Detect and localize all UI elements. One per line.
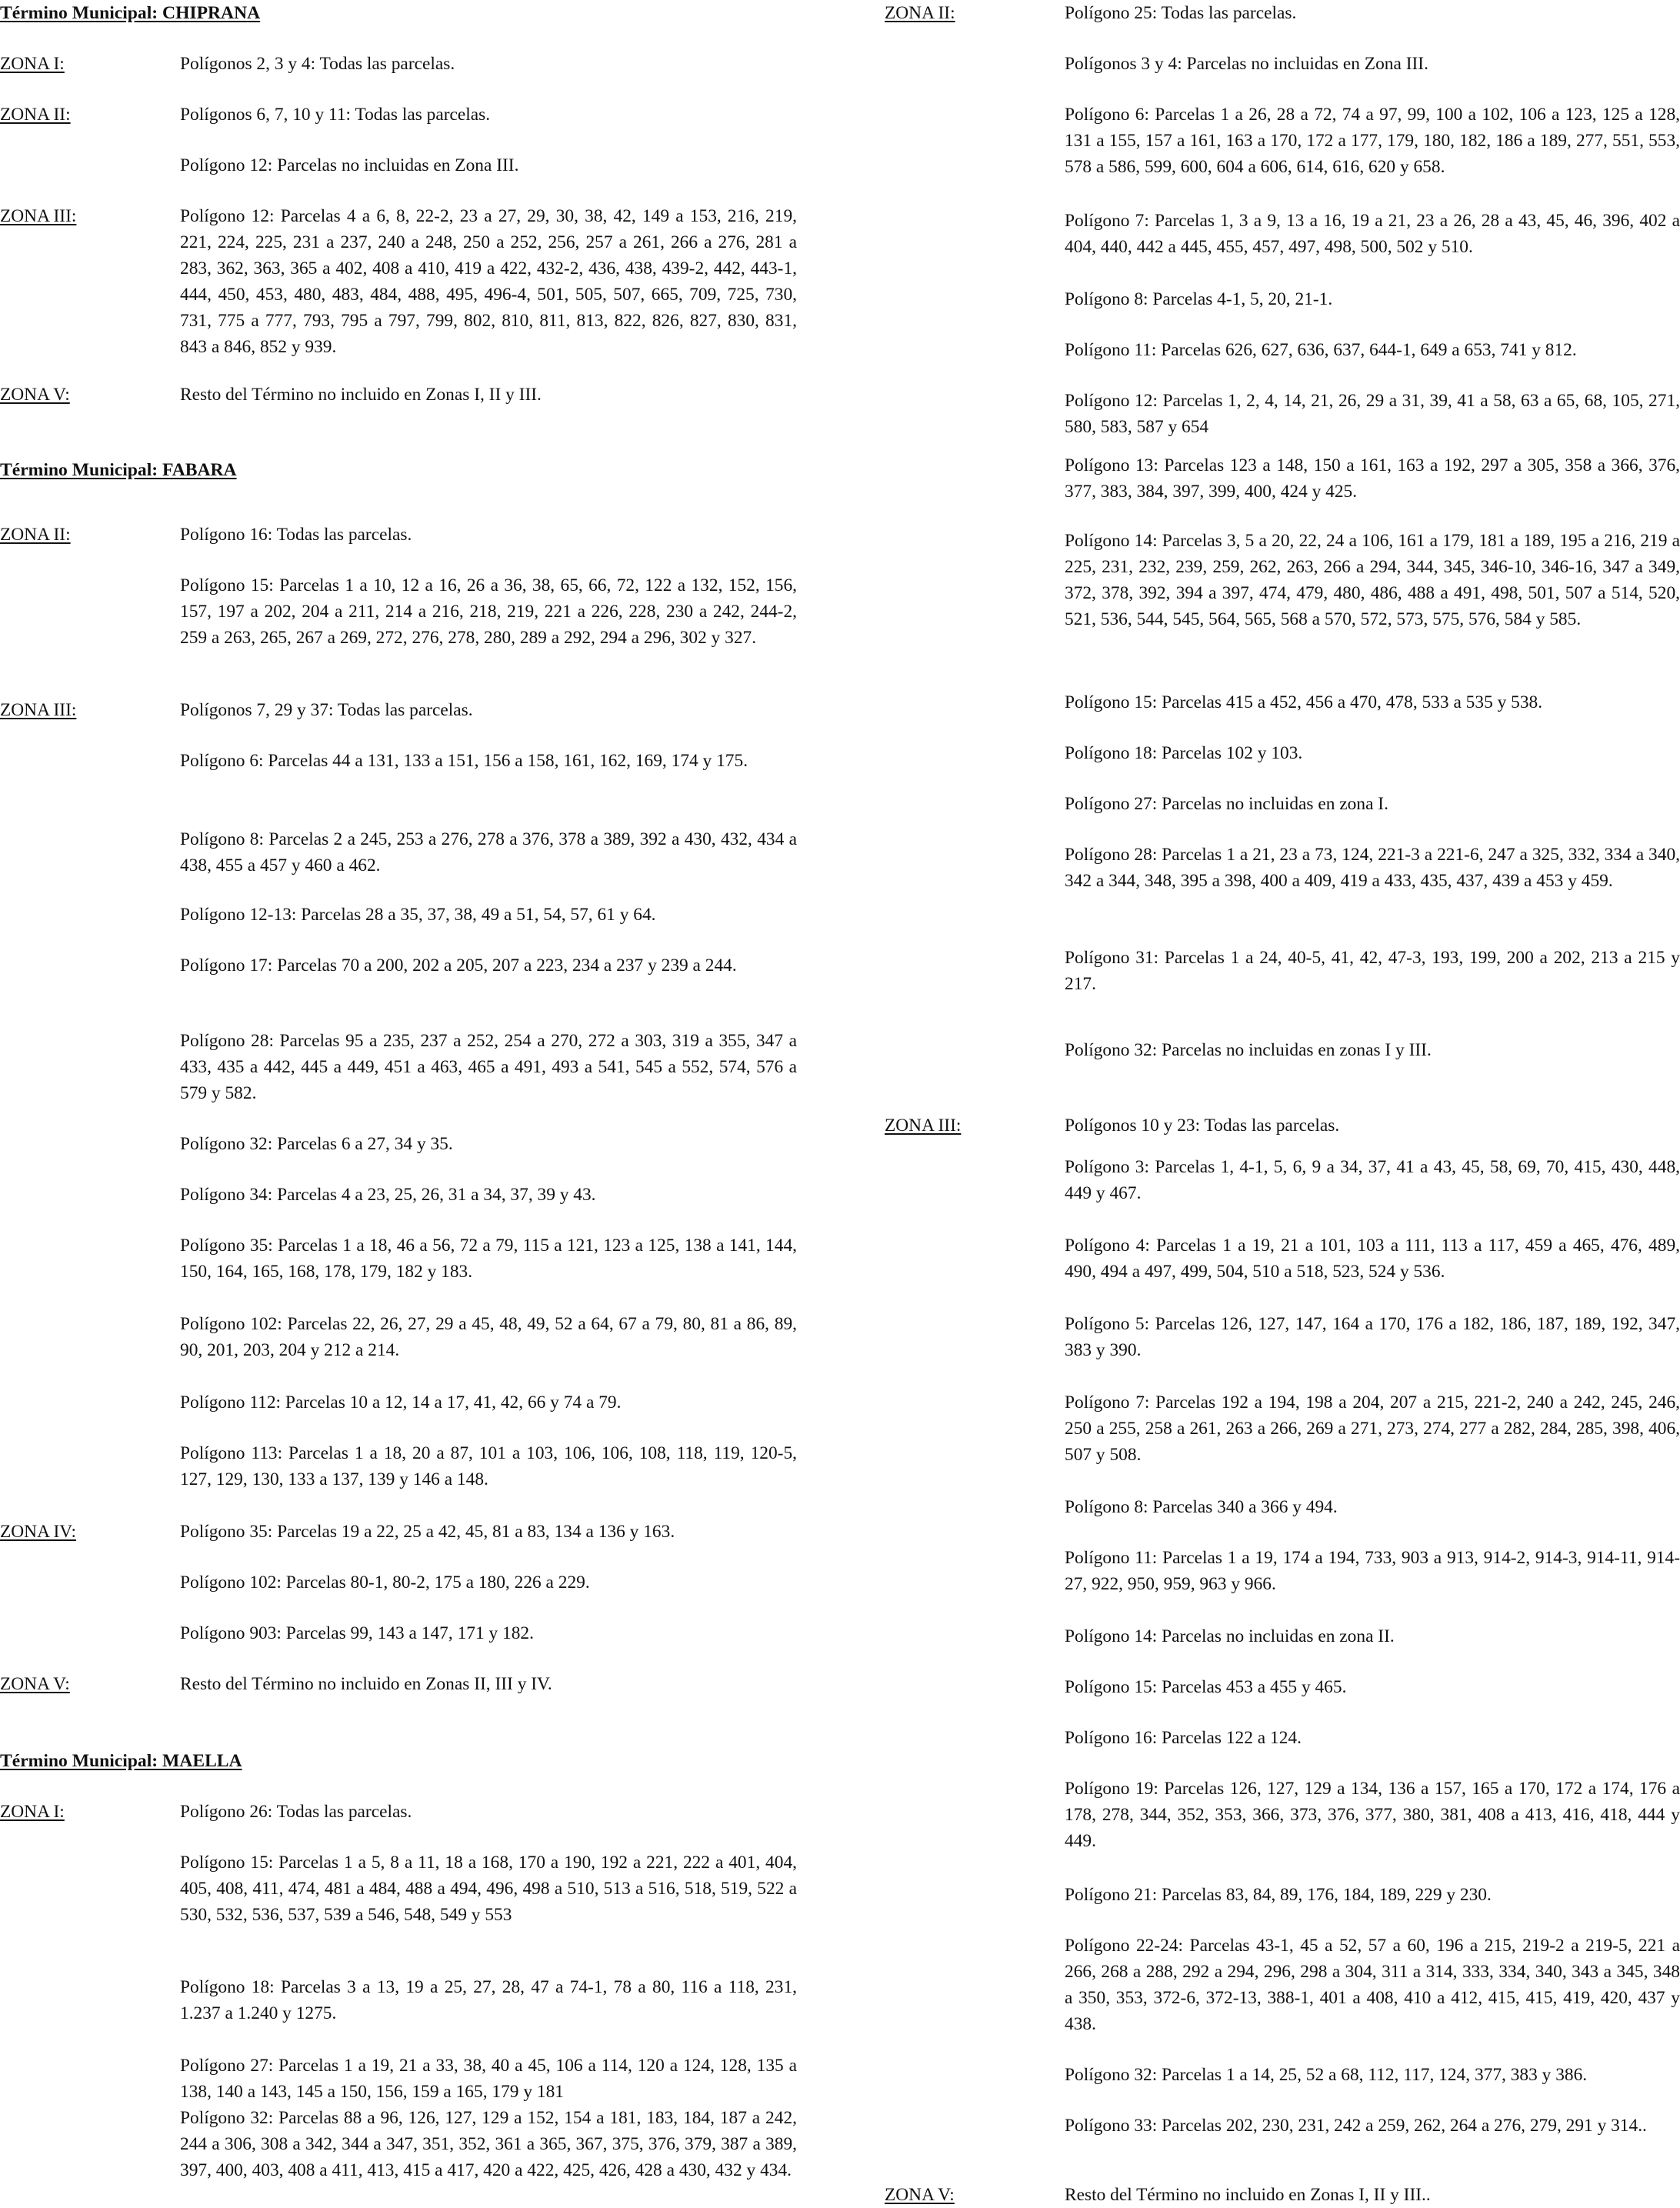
parcel-text: Polígonos 3 y 4: Parcelas no incluidas en Zona III. xyxy=(1065,54,1428,74)
zone-label: ZONA V: xyxy=(885,2185,955,2205)
zone-label xyxy=(0,1131,180,1157)
parcel-text: Polígonos 6, 7, 10 y 11: Todas las parcelas. xyxy=(180,105,491,125)
zone-label xyxy=(885,102,1065,180)
parcel-text: Polígono 35: Parcelas 1 a 18, 46 a 56, 72 a 79, 115 a 121, 123 a 125, 138 a 141, 144, 150, 164, 165, 168, 178, 179, 182 y 183. xyxy=(180,1236,797,1282)
parcel-text: Polígono 7: Parcelas 192 a 194, 198 a 204, 207 a 215, 221-2, 240 a 242, 245, 246, 250 a 255, 258 a 261, 263 a 266, 269 a 271, 273, 274, 277 a 282, 284, 285, 398, 406, 507 y 508. xyxy=(1065,1393,1680,1465)
zone-paragraph xyxy=(0,102,797,128)
zone-paragraph xyxy=(0,2053,797,2105)
zone-paragraph xyxy=(885,945,1680,997)
zone-label xyxy=(885,1933,1065,2037)
parcel-text: Polígono 11: Parcelas 626, 627, 636, 637, 644-1, 649 a 653, 741 y 812. xyxy=(1065,340,1577,360)
parcel-text: Polígono 15: Parcelas 453 a 455 y 465. xyxy=(1065,1677,1347,1697)
zone-label xyxy=(0,902,180,928)
zone-paragraph xyxy=(885,528,1680,632)
parcel-text: Polígono 102: Parcelas 22, 26, 27, 29 a 45, 48, 49, 52 a 64, 67 a 79, 80, 81 a 86, 89, 90, 201, 203, 204 y 212 a 214. xyxy=(180,1314,797,1360)
zone-label xyxy=(0,1849,180,1928)
parcel-text: Polígono 15: Parcelas 1 a 10, 12 a 16, 26 a 36, 38, 65, 66, 72, 122 a 132, 152, 156, 157, 197 a 202, 204 a 211, 214 a 216, 218, 219, 221 a 226, 228, 230 a 242, 244-2, 259 a 263, 265, 267 a 269, 272, 276, 278, 280, 289 a 292, 294 a 296, 302 y 327. xyxy=(180,575,797,648)
zone-paragraph xyxy=(885,1674,1680,1700)
zone-label xyxy=(0,1569,180,1596)
zone-label xyxy=(885,2113,1065,2139)
zone-label xyxy=(885,452,1065,505)
zone-paragraph xyxy=(0,1671,797,1697)
parcel-text: Polígono 12: Parcelas 1, 2, 4, 14, 21, 26, 29 a 31, 39, 41 a 58, 63 a 65, 68, 105, 271, 580, 583, 587 y 654 xyxy=(1065,391,1680,437)
zone-label xyxy=(885,1725,1065,1751)
zone-paragraph xyxy=(0,2105,797,2183)
zone-label xyxy=(0,1440,180,1493)
zone-label xyxy=(885,1154,1065,1206)
parcel-text: Polígono 34: Parcelas 4 a 23, 25, 26, 31 a 34, 37, 39 y 43. xyxy=(180,1185,596,1205)
zone-label: ZONA IV: xyxy=(0,1522,76,1542)
parcel-text: Polígono 15: Parcelas 1 a 5, 8 a 11, 18 a 168, 170 a 190, 192 a 221, 222 a 401, 404, 405, 408, 411, 474, 481 a 484, 488 a 494, 496, 498 a 510, 513 a 516, 518, 519, 522 a 530, 532, 536, 537, 539 a 546, 548, 549 y 553 xyxy=(180,1853,797,1925)
parcel-text: Polígono 18: Parcelas 3 a 13, 19 a 25, 27, 28, 47 a 74-1, 78 a 80, 116 a 118, 231, 1.237 a 1.240 y 1275. xyxy=(180,1977,797,2023)
parcel-text: Polígono 14: Parcelas no incluidas en zona II. xyxy=(1065,1626,1395,1646)
parcel-text: Polígono 16: Parcelas 122 a 124. xyxy=(1065,1728,1302,1748)
parcel-text: Resto del Término no incluido en Zonas I, II y III. xyxy=(180,385,542,405)
zone-label: ZONA III: xyxy=(0,206,77,226)
zone-label xyxy=(885,1232,1065,1285)
zone-label xyxy=(885,2062,1065,2088)
zone-paragraph xyxy=(885,208,1680,260)
parcel-text: Polígonos 7, 29 y 37: Todas las parcelas. xyxy=(180,700,473,720)
zone-paragraph xyxy=(0,1389,797,1416)
zone-paragraph xyxy=(0,1620,797,1646)
zone-label: ZONA I: xyxy=(0,54,65,74)
parcel-text: Polígono 28: Parcelas 1 a 21, 23 a 73, 124, 221-3 a 221-6, 247 a 325, 332, 334 a 340, 342 a 344, 348, 395 a 398, 400 a 409, 419 a 433, 435, 437, 439 a 453 y 459. xyxy=(1065,845,1680,891)
parcel-text: Polígono 33: Parcelas 202, 230, 231, 242 a 259, 262, 264 a 276, 279, 291 y 314.. xyxy=(1065,2116,1647,2136)
parcel-text: Polígono 102: Parcelas 80-1, 80-2, 175 a 180, 226 a 229. xyxy=(180,1573,590,1593)
zone-paragraph xyxy=(885,2182,1680,2208)
zone-paragraph xyxy=(0,1440,797,1493)
zone-paragraph xyxy=(885,1232,1680,1285)
zone-paragraph xyxy=(885,740,1680,766)
zone-label: ZONA II: xyxy=(0,525,71,545)
parcel-text: Polígono 17: Parcelas 70 a 200, 202 a 205, 207 a 223, 234 a 237 y 239 a 244. xyxy=(180,956,737,976)
zone-paragraph xyxy=(0,1182,797,1208)
zone-paragraph xyxy=(0,1519,797,1545)
zone-label xyxy=(885,1037,1065,1063)
zone-paragraph xyxy=(885,1623,1680,1649)
zone-label xyxy=(885,740,1065,766)
zone-label xyxy=(885,337,1065,363)
zone-paragraph xyxy=(885,1037,1680,1063)
parcel-text: Polígono 5: Parcelas 126, 127, 147, 164 a 170, 176 a 182, 186, 187, 189, 192, 347, 383 y 390. xyxy=(1065,1314,1680,1360)
parcel-text: Polígono 6: Parcelas 44 a 131, 133 a 151, 156 a 158, 161, 162, 169, 174 y 175. xyxy=(180,751,748,771)
zone-label: ZONA III: xyxy=(0,700,77,720)
zone-paragraph xyxy=(885,452,1680,505)
parcel-text: Resto del Término no incluido en Zonas II, III y IV. xyxy=(180,1674,552,1694)
zone-label xyxy=(0,1389,180,1416)
zone-paragraph xyxy=(885,1154,1680,1206)
zone-label xyxy=(885,208,1065,260)
parcel-text: Polígono 14: Parcelas 3, 5 a 20, 22, 24 a 106, 161 a 179, 181 a 189, 195 a 216, 219 a 225, 231, 232, 239, 259, 262, 263, 266 a 294, 344, 345, 346-10, 346-16, 347 a 349, 372, 378, 392, 394 a 397, 474, 479, 480, 486, 488 a 491, 498, 501, 507 a 514, 520, 521, 536, 544, 545, 564, 565, 568 a 570, 572, 573, 575, 576, 584 y 585. xyxy=(1065,531,1680,629)
parcel-text: Polígono 112: Parcelas 10 a 12, 14 a 17, 41, 42, 66 y 74 a 79. xyxy=(180,1393,622,1413)
zone-label: ZONA V: xyxy=(0,1674,70,1694)
parcel-text: Polígono 32: Parcelas 88 a 96, 126, 127, 129 a 152, 154 a 181, 183, 184, 187 a 242, 244 a 306, 308 a 342, 344 a 347, 351, 352, 361 a 365, 367, 375, 376, 379, 387 a 389, 397, 400, 403, 408 a 411, 413, 415 a 417, 420 a 422, 425, 426, 428 a 430, 432 y 434. xyxy=(180,2108,797,2180)
zone-label xyxy=(885,1623,1065,1649)
zone-label xyxy=(885,1776,1065,1854)
zone-paragraph xyxy=(0,1569,797,1596)
section-heading-maella: Término Municipal: MAELLA xyxy=(0,1751,242,1771)
zone-paragraph xyxy=(0,382,797,408)
parcel-text: Polígono 12-13: Parcelas 28 a 35, 37, 38, 49 a 51, 54, 57, 61 y 64. xyxy=(180,905,656,925)
zone-paragraph xyxy=(885,1112,1680,1139)
zone-label xyxy=(885,689,1065,715)
zone-paragraph xyxy=(0,1799,797,1825)
parcel-text: Polígono 11: Parcelas 1 a 19, 174 a 194, 733, 903 a 913, 914-2, 914-3, 914-11, 914-27, 922, 950, 959, 963 y 966. xyxy=(1065,1548,1680,1594)
parcel-text: Polígono 18: Parcelas 102 y 103. xyxy=(1065,743,1303,763)
parcel-text: Resto del Término no incluido en Zonas I, II y III.. xyxy=(1065,2185,1431,2205)
parcel-text: Polígono 13: Parcelas 123 a 148, 150 a 161, 163 a 192, 297 a 305, 358 a 366, 376, 377, 383, 384, 397, 399, 400, 424 y 425. xyxy=(1065,455,1680,502)
zone-paragraph xyxy=(0,1849,797,1928)
zone-paragraph xyxy=(885,791,1680,817)
parcel-text: Polígono 8: Parcelas 340 a 366 y 494. xyxy=(1065,1497,1338,1517)
zone-paragraph xyxy=(885,51,1680,77)
zone-label xyxy=(0,572,180,651)
parcel-text: Polígono 19: Parcelas 126, 127, 129 a 134, 136 a 157, 165 a 170, 172 a 174, 176 a 178, 278, 344, 352, 353, 366, 373, 376, 377, 380, 381, 408 a 413, 416, 418, 444 y 449. xyxy=(1065,1779,1680,1851)
zone-label xyxy=(885,842,1065,894)
parcel-text: Polígono 21: Parcelas 83, 84, 89, 176, 184, 189, 229 y 230. xyxy=(1065,1885,1492,1905)
zone-label xyxy=(885,286,1065,312)
parcel-text: Polígono 31: Parcelas 1 a 24, 40-5, 41, 42, 47-3, 193, 199, 200 a 202, 213 a 215 y 217. xyxy=(1065,948,1680,994)
zone-paragraph xyxy=(0,1232,797,1285)
zone-label xyxy=(885,1494,1065,1520)
zone-label: ZONA III: xyxy=(885,1116,962,1136)
zone-label xyxy=(0,1311,180,1363)
section-heading-chiprana: Término Municipal: CHIPRANA xyxy=(0,3,261,23)
parcel-text: Polígono 35: Parcelas 19 a 22, 25 a 42, 45, 81 a 83, 134 a 136 y 163. xyxy=(180,1522,675,1542)
zone-paragraph xyxy=(0,952,797,979)
zone-paragraph xyxy=(885,1725,1680,1751)
zone-paragraph xyxy=(885,337,1680,363)
parcel-text: Polígono 903: Parcelas 99, 143 a 147, 171 y 182. xyxy=(180,1623,534,1643)
zone-paragraph xyxy=(885,1933,1680,2037)
zone-label xyxy=(0,2105,180,2183)
zone-label xyxy=(0,1028,180,1106)
zone-label xyxy=(0,952,180,979)
parcel-text: Polígono 8: Parcelas 4-1, 5, 20, 21-1. xyxy=(1065,289,1333,309)
zone-paragraph xyxy=(885,1545,1680,1597)
zone-label xyxy=(885,1882,1065,1908)
zone-paragraph xyxy=(0,152,797,178)
zone-paragraph xyxy=(885,388,1680,440)
zone-label xyxy=(885,945,1065,997)
zone-label xyxy=(885,1545,1065,1597)
zone-paragraph xyxy=(0,1311,797,1363)
zone-label xyxy=(885,1674,1065,1700)
parcel-text: Polígono 8: Parcelas 2 a 245, 253 a 276, 278 a 376, 378 a 389, 392 a 430, 432, 434 a 438, 455 a 457 y 460 a 462. xyxy=(180,829,797,876)
parcel-text: Polígono 26: Todas las parcelas. xyxy=(180,1802,412,1822)
zone-paragraph xyxy=(885,1882,1680,1908)
zone-label xyxy=(885,1311,1065,1363)
parcel-text: Polígono 32: Parcelas 1 a 14, 25, 52 a 68, 112, 117, 124, 377, 383 y 386. xyxy=(1065,2065,1588,2085)
parcel-text: Polígono 25: Todas las parcelas. xyxy=(1065,3,1297,23)
zone-paragraph xyxy=(885,1494,1680,1520)
zone-paragraph xyxy=(0,748,797,774)
zone-label: ZONA II: xyxy=(885,3,955,23)
zone-label xyxy=(0,1620,180,1646)
section-heading-fabara: Término Municipal: FABARA xyxy=(0,460,237,480)
zone-paragraph xyxy=(0,697,797,723)
parcel-text: Polígono 7: Parcelas 1, 3 a 9, 13 a 16, 19 a 21, 23 a 26, 28 a 43, 45, 46, 396, 402 a 404, 440, 442 a 445, 455, 457, 497, 498, 500, 502 y 510. xyxy=(1065,211,1680,257)
parcel-text: Polígono 27: Parcelas no incluidas en zona I. xyxy=(1065,794,1388,814)
zone-label: ZONA V: xyxy=(0,385,70,405)
parcel-text: Polígonos 2, 3 y 4: Todas las parcelas. xyxy=(180,54,455,74)
zone-paragraph xyxy=(885,689,1680,715)
zone-label xyxy=(0,748,180,774)
parcel-text: Polígono 4: Parcelas 1 a 19, 21 a 101, 103 a 111, 113 a 117, 459 a 465, 476, 489, 490, 494 a 497, 499, 504, 510 a 518, 523, 524 y 536. xyxy=(1065,1236,1680,1282)
parcel-text: Polígono 113: Parcelas 1 a 18, 20 a 87, 101 a 103, 106, 106, 108, 118, 119, 120-5, 127, 129, 130, 133 a 137, 139 y 146 a 148. xyxy=(180,1443,797,1489)
zone-paragraph xyxy=(0,572,797,651)
zone-label xyxy=(885,791,1065,817)
parcel-text: Polígono 28: Parcelas 95 a 235, 237 a 252, 254 a 270, 272 a 303, 319 a 355, 347 a 433, 435 a 442, 445 a 449, 451 a 463, 465 a 491, 493 a 541, 545 a 552, 574, 576 a 579 y 582. xyxy=(180,1031,797,1103)
parcel-text: Polígono 16: Todas las parcelas. xyxy=(180,525,412,545)
zone-label: ZONA I: xyxy=(0,1802,65,1822)
zone-paragraph xyxy=(0,51,797,77)
zone-paragraph xyxy=(885,1776,1680,1854)
parcel-text: Polígono 32: Parcelas 6 a 27, 34 y 35. xyxy=(180,1134,453,1154)
zone-label xyxy=(0,1232,180,1285)
parcel-text: Polígono 22-24: Parcelas 43-1, 45 a 52, 57 a 60, 196 a 215, 219-2 a 219-5, 221 a 266, 268 a 288, 292 a 294, 296, 298 a 304, 311 a 314, 333, 334, 340, 343 a 345, 348 a 350, 353, 372-6, 372-13, 388-1, 401 a 408, 410 a 412, 415, 415, 419, 420, 437 y 438. xyxy=(1065,1936,1680,2034)
zone-paragraph xyxy=(885,842,1680,894)
zone-paragraph xyxy=(0,203,797,360)
zone-paragraph xyxy=(885,2062,1680,2088)
zone-label: ZONA II: xyxy=(0,105,71,125)
zone-paragraph xyxy=(0,1131,797,1157)
parcel-text: Polígono 12: Parcelas no incluidas en Zona III. xyxy=(180,155,519,175)
zone-paragraph xyxy=(0,902,797,928)
zone-label xyxy=(0,826,180,879)
zone-label xyxy=(885,388,1065,440)
zone-paragraph xyxy=(885,1389,1680,1468)
parcel-text: Polígono 6: Parcelas 1 a 26, 28 a 72, 74 a 97, 99, 100 a 102, 106 a 123, 125 a 128, 131 a 155, 157 a 161, 163 a 170, 172 a 177, 179, 180, 182, 186 a 189, 277, 551, 553, 578 a 586, 599, 600, 604 a 606, 614, 616, 620 y 658. xyxy=(1065,105,1680,177)
zone-label xyxy=(885,1389,1065,1468)
zone-paragraph xyxy=(885,102,1680,180)
zone-label xyxy=(0,152,180,178)
zone-label xyxy=(0,1182,180,1208)
parcel-text: Polígono 15: Parcelas 415 a 452, 456 a 470, 478, 533 a 535 y 538. xyxy=(1065,692,1543,712)
parcel-text: Polígono 32: Parcelas no incluidas en zonas I y III. xyxy=(1065,1040,1432,1060)
zone-label xyxy=(0,2053,180,2105)
zone-paragraph xyxy=(885,0,1680,26)
parcel-text: Polígono 3: Parcelas 1, 4-1, 5, 6, 9 a 34, 37, 41 a 43, 45, 58, 69, 70, 415, 430, 448, 449 y 467. xyxy=(1065,1157,1680,1203)
zone-paragraph xyxy=(0,1974,797,2026)
zone-paragraph xyxy=(0,1028,797,1106)
zone-paragraph xyxy=(885,1311,1680,1363)
zone-paragraph xyxy=(885,2113,1680,2139)
zone-paragraph xyxy=(885,286,1680,312)
parcel-text: Polígono 12: Parcelas 4 a 6, 8, 22-2, 23 a 27, 29, 30, 38, 42, 149 a 153, 216, 219, 221, 224, 225, 231 a 237, 240 a 248, 250 a 252, 256, 257 a 261, 266 a 276, 281 a 283, 362, 363, 365 a 402, 408 a 410, 419 a 422, 432-2, 436, 438, 439-2, 442, 443-1, 444, 450, 453, 480, 483, 484, 488, 495, 496-4, 501, 505, 507, 665, 709, 725, 730, 731, 775 a 777, 793, 795 a 797, 799, 802, 810, 811, 813, 822, 826, 827, 830, 831, 843 a 846, 852 y 939. xyxy=(180,206,797,357)
zone-label xyxy=(0,1974,180,2026)
zone-paragraph xyxy=(0,826,797,879)
zone-label xyxy=(885,528,1065,632)
zone-paragraph xyxy=(0,522,797,548)
zone-label xyxy=(885,51,1065,77)
parcel-text: Polígonos 10 y 23: Todas las parcelas. xyxy=(1065,1116,1340,1136)
parcel-text: Polígono 27: Parcelas 1 a 19, 21 a 33, 38, 40 a 45, 106 a 114, 120 a 124, 128, 135 a 138, 140 a 143, 145 a 150, 156, 159 a 165, 179 y 181 xyxy=(180,2056,797,2102)
